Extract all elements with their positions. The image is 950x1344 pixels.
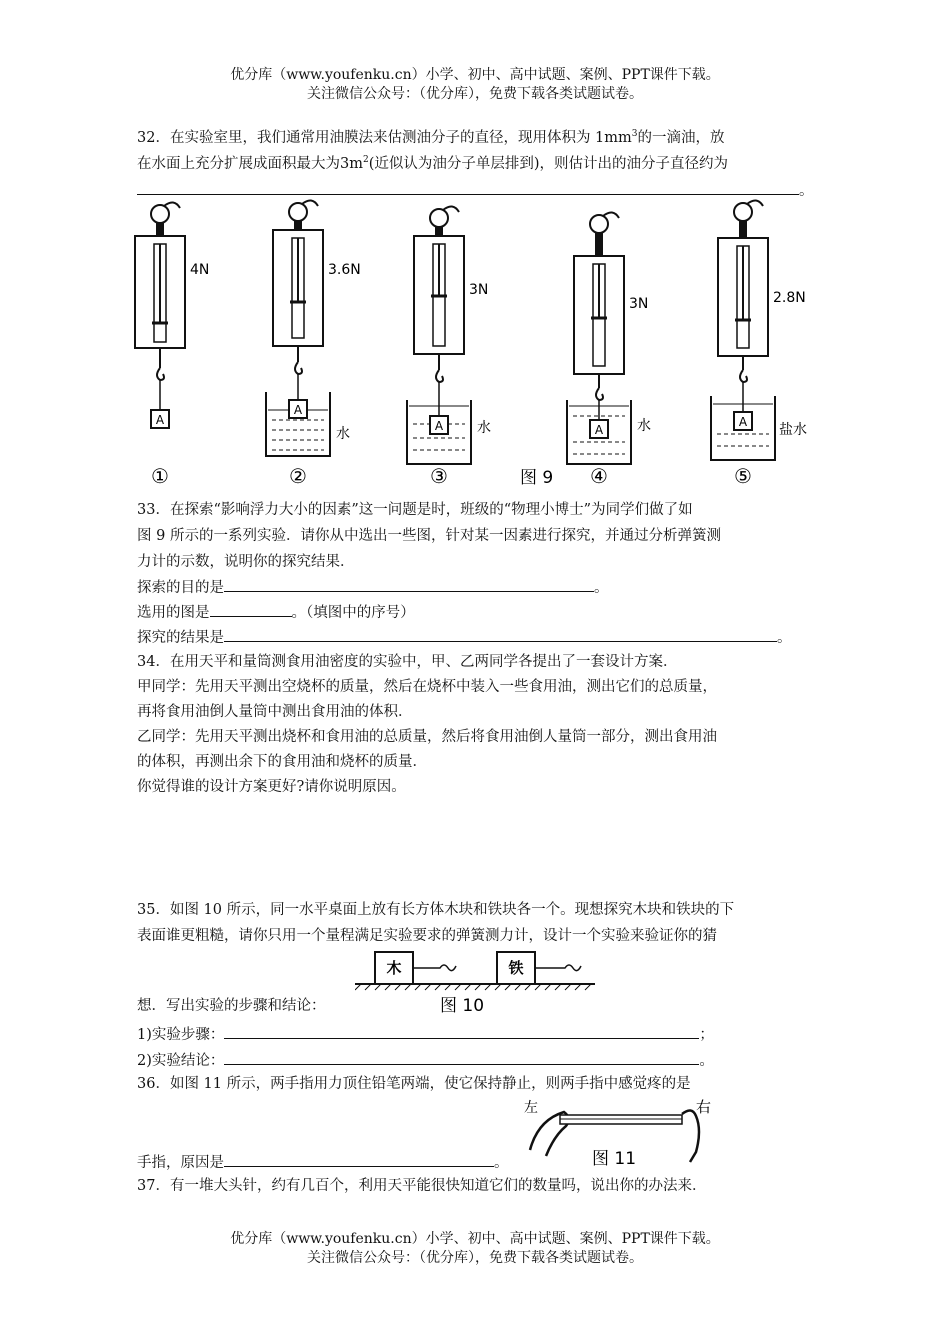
q33-figures[interactable]: 选用的图是 。（填图中的序号） xyxy=(137,602,415,623)
panel-2-block-label: A xyxy=(293,403,303,417)
q32-line-2: 在水面上充分扩展成面积最大为$3m^2$(近似认为油分子单层排到)，则估计出的油分子直径约为 xyxy=(137,155,729,172)
q34-line-4: 乙同学：先用天平测出烧杯和食用油的总质量，然后将食用油倒人量筒一部分，测出食用油 xyxy=(137,729,717,745)
q33-purpose[interactable]: 探索的目的是 。 xyxy=(137,577,609,598)
q35-line-2: 表面谁更粗糙，请你只用一个量程满足实验要求的弹簧测力计，设计一个实验来验证你的猜 xyxy=(137,928,717,944)
q37-line-1: 37．有一堆大头针，约有几百个，利用天平能很快知道它们的数量吗，说出你的办法来． xyxy=(137,1178,707,1194)
header-line-1: 优分库（www.youfenku.cn）小学、初中、高中试题、案例、PPT课件下载。 xyxy=(230,67,720,83)
iron-block-label: 铁 xyxy=(508,959,524,977)
q36-line-1: 36．如图 11 所示，两手指用力顶住铅笔两端，使它保持静止，则两手指中感觉疼的是 xyxy=(137,1076,691,1092)
panel-3-number: ③ xyxy=(430,464,448,488)
figure-9 xyxy=(125,196,825,491)
panel-5-reading: 2.8N xyxy=(773,290,806,306)
q34-line-2: 甲同学：先用天平测出空烧杯的质量，然后在烧杯中装入一些食用油，测出它们的总质量， xyxy=(137,679,717,695)
panel-5-spring-scale xyxy=(711,200,807,488)
panel-2-reading: 3.6N xyxy=(328,262,361,278)
q35-line-1: 35．如图 10 所示，同一水平桌面上放有长方体木块和铁块各一个。现想探究木块和铁块的下 xyxy=(137,902,735,918)
panel-5-liquid: 盐水 xyxy=(779,422,807,438)
panel-1-number: ① xyxy=(151,464,169,488)
q33-line-1: 33．在探索“影响浮力大小的因素”这一问题是时，班级的“物理小博士”为同学们做了如 xyxy=(137,502,693,518)
header-line-2: 关注微信公众号：（优分库），免费下载各类试题试卷。 xyxy=(307,86,643,102)
panel-1-reading: 4N xyxy=(190,262,210,278)
panel-4-number: ④ xyxy=(590,464,608,488)
q35-line-3: 想．写出实验的步骤和结论： xyxy=(137,998,326,1014)
panel-4-reading: 3N xyxy=(629,296,649,312)
figure-10 xyxy=(355,948,600,1016)
q34-line-1: 34．在用天平和量筒测食用油密度的实验中，甲、乙两同学各提出了一套设计方案． xyxy=(137,654,678,670)
panel-1-block-label: A xyxy=(155,413,165,427)
panel-3-spring-scale xyxy=(407,206,491,488)
q34-line-5: 的体积，再测出余下的食用油和烧杯的质量． xyxy=(137,754,427,770)
footer-line-2: 关注微信公众号：（优分库），免费下载各类试题试卷。 xyxy=(307,1250,643,1266)
panel-5-block-label: A xyxy=(738,415,748,429)
q33-line-3: 力计的示数，说明你的探究结果． xyxy=(137,554,355,570)
figure-11-caption: 图 11 xyxy=(592,1149,637,1169)
panel-5-number: ⑤ xyxy=(734,464,752,488)
panel-2-number: ② xyxy=(289,464,307,488)
panel-3-liquid: 水 xyxy=(477,420,491,436)
q33-line-2: 图 9 所示的一系列实验．请你从中选出一些图，针对某一因素进行探究，并通过分析弹簧测 xyxy=(137,528,721,544)
panel-3-block-label: A xyxy=(434,419,444,433)
right-hand xyxy=(682,1110,699,1162)
wood-block-label: 木 xyxy=(386,959,402,977)
panel-2-liquid: 水 xyxy=(336,426,350,442)
q35-conclusion[interactable]: 2)实验结论： 。 xyxy=(137,1050,714,1071)
panel-3-reading: 3N xyxy=(469,282,489,298)
q33-result[interactable]: 探究的结果是 。 xyxy=(137,627,792,648)
q32-line-1: 32．在实验室里，我们通常用油膜法来估测油分子的直径，现用体积为 $1mm^3$的一滴油，放 xyxy=(137,129,725,146)
figure-11-left-label: 左 xyxy=(524,1100,538,1116)
q35-steps[interactable]: 1)实验步骤： ； xyxy=(137,1024,714,1045)
figure-11 xyxy=(510,1094,730,1170)
q34-line-3: 再将食用油倒人量筒中测出食用油的体积． xyxy=(137,704,413,720)
panel-2-spring-scale xyxy=(266,200,361,488)
footer-line-1: 优分库（www.youfenku.cn）小学、初中、高中试题、案例、PPT课件下载。 xyxy=(230,1231,720,1247)
panel-4-liquid: 水 xyxy=(637,418,651,434)
panel-4-block-label: A xyxy=(594,423,604,437)
panel-1-spring-scale xyxy=(135,202,209,488)
figure-11-right-label: 右 xyxy=(696,1098,712,1116)
q32-answer-line[interactable]: 。 xyxy=(137,180,814,201)
figure-9-caption: 图 9 xyxy=(520,468,554,488)
q34-line-6: 你觉得谁的设计方案更好?请你说明原因。 xyxy=(137,779,406,795)
figure-10-caption: 图 10 xyxy=(440,996,485,1016)
q36-answer[interactable]: 手指，原因是 。 xyxy=(137,1152,509,1173)
panel-4-spring-scale xyxy=(567,212,651,488)
